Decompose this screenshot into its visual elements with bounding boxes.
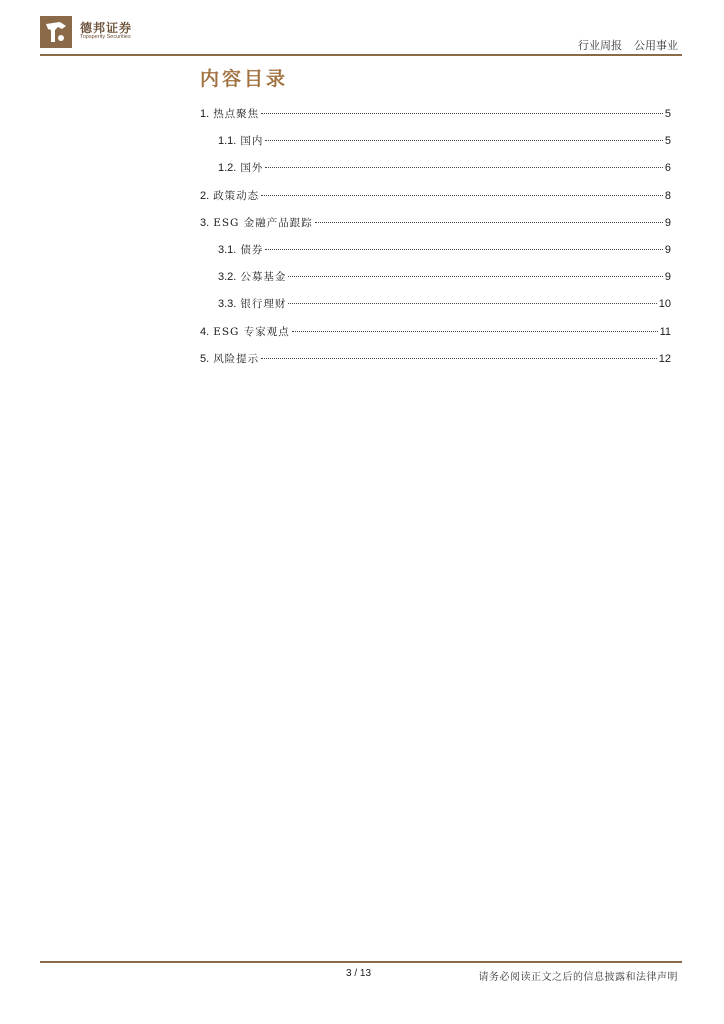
toc-entry-page: 8: [664, 189, 671, 202]
toc-dot-leader: [288, 303, 656, 304]
toc-entry-number: 1.1.: [218, 135, 237, 148]
toc-entry-label: ESG 专家观点: [213, 325, 290, 338]
toc-entry-number: 4.: [200, 325, 210, 338]
company-logo-icon: [40, 16, 72, 48]
toc-entry-page: 9: [664, 216, 671, 229]
toc-dot-leader: [261, 113, 663, 114]
toc-entry-number: 2.: [200, 189, 210, 202]
toc-entry-page: 9: [664, 271, 671, 284]
toc-dot-leader: [261, 195, 663, 196]
toc-entry-label: 热点聚焦: [213, 108, 260, 120]
toc-entry[interactable]: [200, 324, 671, 351]
toc-dot-leader: [292, 331, 658, 332]
toc-entry[interactable]: [200, 215, 671, 242]
toc-entry-label: 风险提示: [213, 352, 260, 365]
toc-entry[interactable]: [200, 106, 671, 133]
toc-dot-leader: [265, 249, 663, 250]
toc-entry-number: 3.1.: [218, 243, 237, 256]
toc-entry-label: 公募基金: [240, 271, 287, 284]
toc-dot-leader: [265, 167, 663, 168]
header-meta: [578, 37, 678, 53]
toc-entry[interactable]: [200, 160, 671, 187]
toc-entry-number: 1.2.: [218, 162, 237, 175]
toc-title: 内容目录: [200, 68, 289, 90]
toc-entry-label: 债券: [240, 243, 264, 256]
toc-entry-label: 银行理财: [240, 298, 287, 311]
toc-dot-leader: [288, 276, 663, 277]
toc-entry[interactable]: [200, 133, 671, 160]
toc-entry-label: 政策动态: [213, 189, 260, 202]
toc-entry[interactable]: [200, 188, 671, 215]
toc-entry-page: 5: [664, 108, 671, 120]
industry-label: 公用事业: [634, 39, 678, 52]
table-of-contents: [200, 106, 671, 378]
footer-divider: [40, 961, 682, 963]
toc-entry-page: 12: [658, 352, 671, 365]
company-name-cn: 德邦证券: [80, 21, 133, 35]
toc-entry-number: 3.2.: [218, 271, 237, 284]
toc-entry-page: 9: [664, 243, 671, 256]
toc-entry[interactable]: [200, 351, 671, 378]
toc-entry[interactable]: [200, 242, 671, 269]
toc-entry-number: 1.: [200, 108, 210, 120]
toc-dot-leader: [261, 358, 657, 359]
toc-entry-label: 国外: [240, 162, 264, 175]
toc-dot-leader: [265, 140, 663, 141]
toc-entry-number: 3.3.: [218, 298, 237, 311]
toc-entry[interactable]: [200, 269, 671, 296]
toc-entry-page: 11: [659, 325, 671, 338]
page-number: 3 / 13: [346, 968, 372, 979]
toc-dot-leader: [315, 222, 663, 223]
toc-entry-number: 3.: [200, 216, 210, 229]
toc-entry-page: 5: [664, 135, 671, 148]
disclaimer-text: 请务必阅读正文之后的信息披露和法律声明: [478, 972, 678, 983]
toc-entry[interactable]: [200, 296, 671, 323]
toc-entry-page: 6: [664, 162, 671, 175]
toc-entry-page: 10: [658, 298, 671, 311]
toc-entry-number: 5.: [200, 352, 210, 365]
company-name-en: Topsperity Securities: [80, 34, 131, 40]
header-divider: [40, 54, 682, 56]
report-type: 行业周报: [578, 39, 622, 52]
toc-entry-label: 国内: [240, 135, 264, 148]
toc-entry-label: ESG 金融产品跟踪: [213, 216, 313, 229]
